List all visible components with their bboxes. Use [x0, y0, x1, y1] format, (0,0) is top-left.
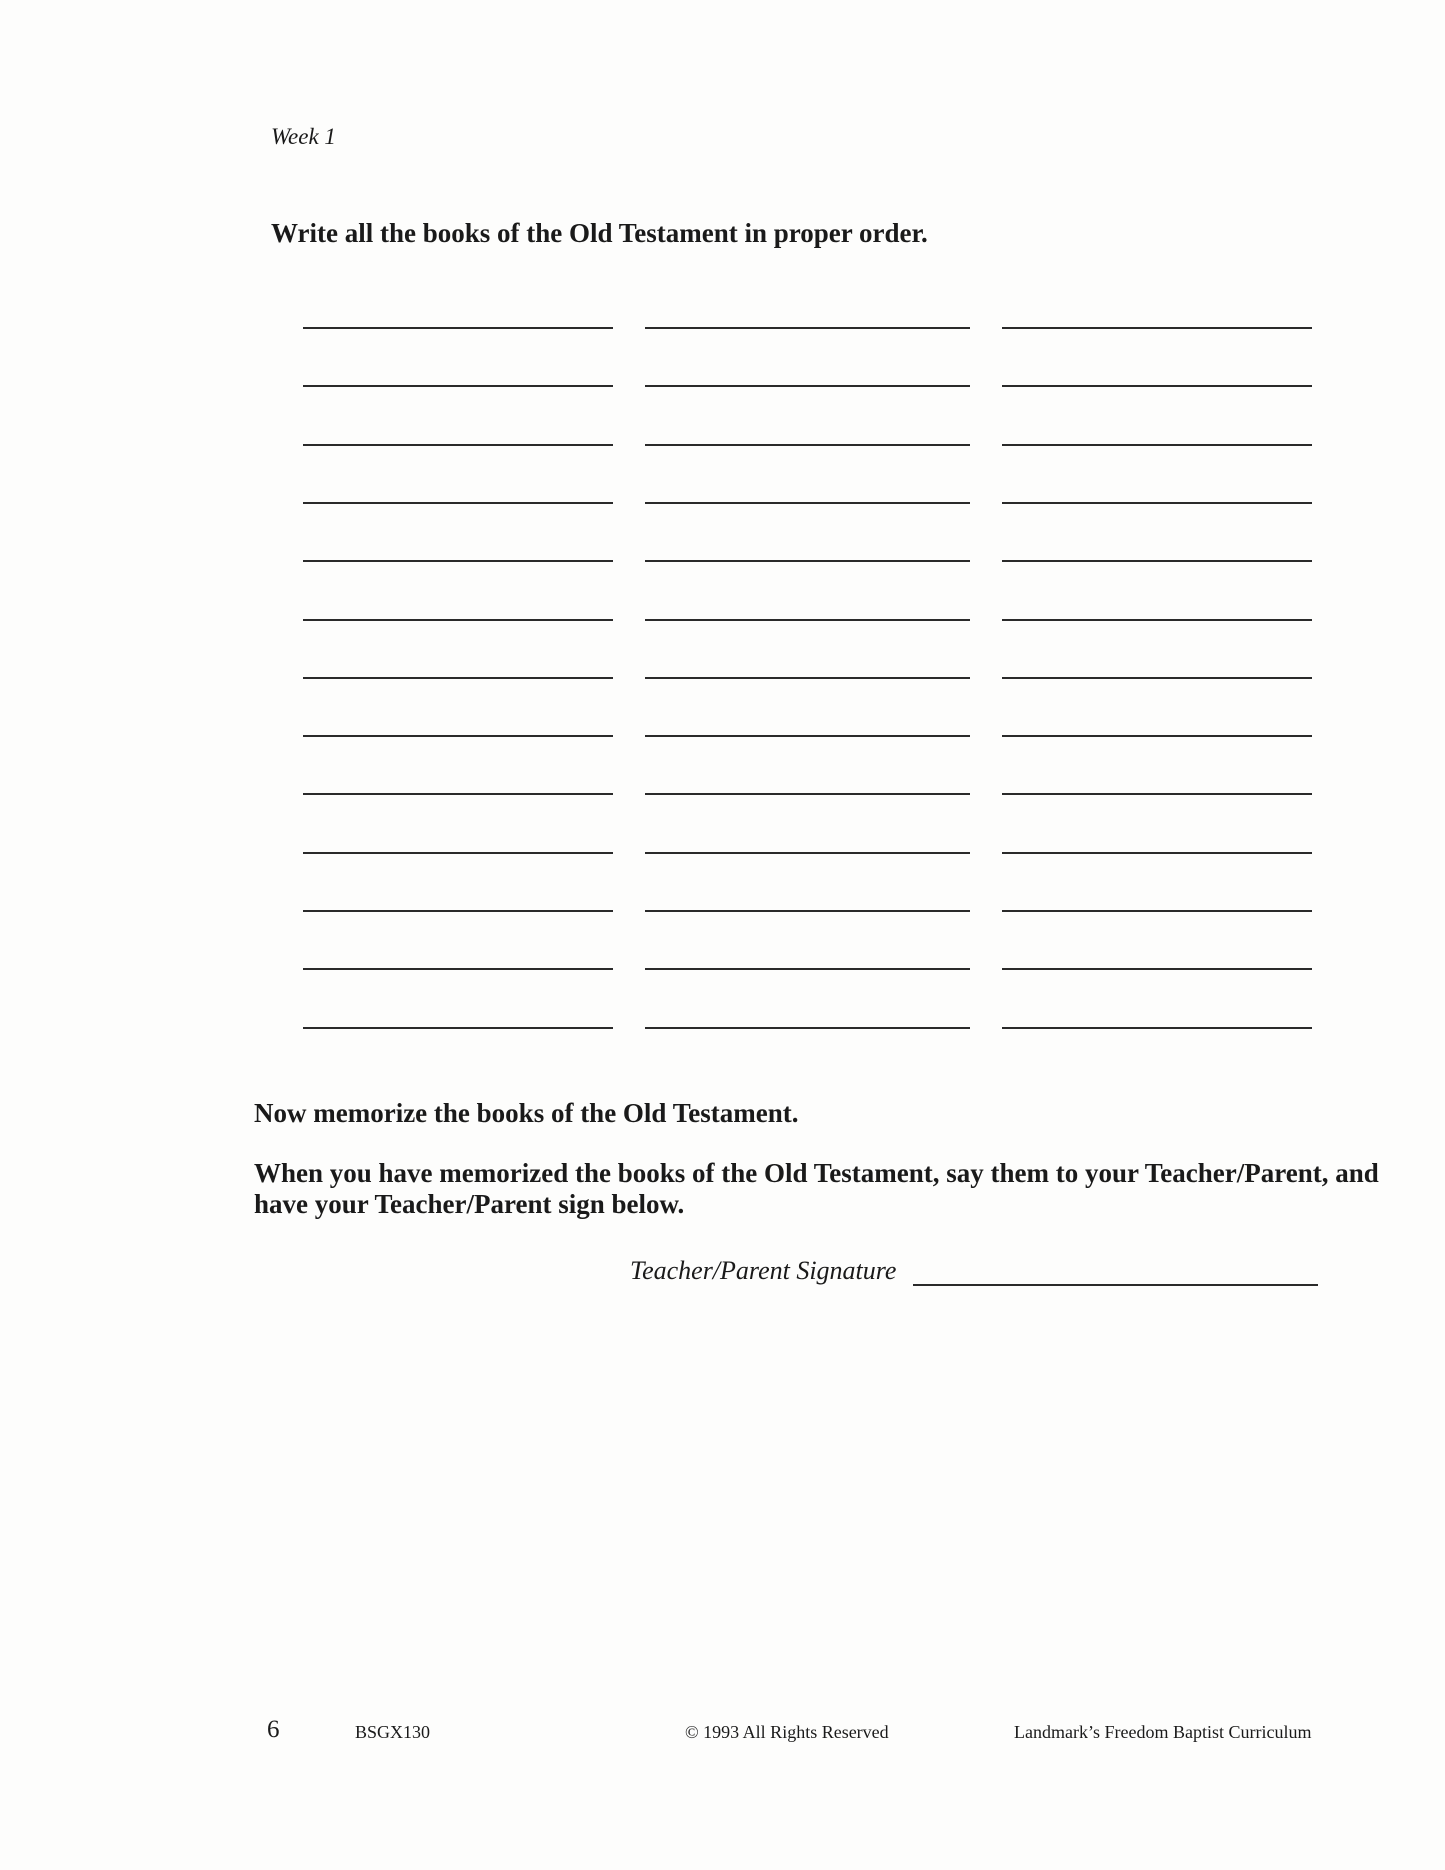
answer-line[interactable] [1002, 1027, 1312, 1029]
answer-line[interactable] [303, 677, 613, 679]
answer-line[interactable] [645, 619, 970, 621]
answer-line[interactable] [1002, 968, 1312, 970]
answer-line[interactable] [1002, 735, 1312, 737]
answer-line[interactable] [645, 910, 970, 912]
course-code: BSGX130 [355, 1722, 431, 1742]
recite-instruction: When you have memorized the books of the Old Testament, say them to your Teacher/Parent, and have your Teacher/Parent sign below. [254, 1158, 1379, 1219]
answer-line[interactable] [645, 444, 970, 446]
answer-line[interactable] [303, 560, 613, 562]
answer-line[interactable] [1002, 793, 1312, 795]
answer-line[interactable] [1002, 677, 1312, 679]
answer-line[interactable] [645, 1027, 970, 1029]
signature-label: Teacher/Parent Signature [630, 1256, 897, 1285]
answer-line[interactable] [303, 910, 613, 912]
answer-line[interactable] [303, 385, 613, 387]
answer-line[interactable] [1002, 327, 1312, 329]
answer-line[interactable] [303, 968, 613, 970]
answer-line[interactable] [645, 968, 970, 970]
answer-line[interactable] [645, 793, 970, 795]
answer-line[interactable] [303, 444, 613, 446]
answer-line[interactable] [303, 327, 613, 329]
answer-line[interactable] [1002, 910, 1312, 912]
page-number: 6 [267, 1716, 280, 1743]
answer-line[interactable] [303, 793, 613, 795]
week-label: Week 1 [271, 124, 336, 149]
answer-line[interactable] [303, 1027, 613, 1029]
answer-line[interactable] [645, 502, 970, 504]
instruction-heading: Write all the books of the Old Testament in proper order. [271, 218, 928, 248]
answer-line[interactable] [303, 735, 613, 737]
answer-line[interactable] [1002, 560, 1312, 562]
answer-line[interactable] [645, 385, 970, 387]
answer-line[interactable] [1002, 619, 1312, 621]
answer-line[interactable] [645, 735, 970, 737]
answer-line[interactable] [645, 327, 970, 329]
answer-line[interactable] [303, 852, 613, 854]
copyright-notice: © 1993 All Rights Reserved [685, 1722, 889, 1742]
answer-line[interactable] [1002, 852, 1312, 854]
signature-line[interactable] [913, 1284, 1318, 1286]
answer-line[interactable] [645, 677, 970, 679]
answer-line[interactable] [1002, 444, 1312, 446]
answer-line[interactable] [645, 560, 970, 562]
answer-line[interactable] [1002, 385, 1312, 387]
answer-line[interactable] [303, 619, 613, 621]
publisher-name: Landmark’s Freedom Baptist Curriculum [1014, 1722, 1312, 1742]
memorize-instruction: Now memorize the books of the Old Testament. [254, 1098, 799, 1128]
answer-line[interactable] [303, 502, 613, 504]
answer-line[interactable] [1002, 502, 1312, 504]
answer-line[interactable] [645, 852, 970, 854]
